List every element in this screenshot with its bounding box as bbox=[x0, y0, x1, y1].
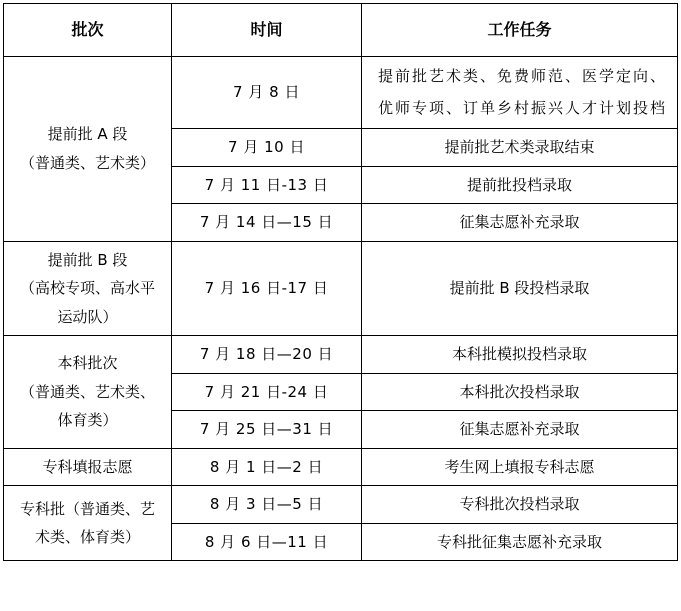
batch-line: 提前批 B 段 bbox=[47, 250, 128, 269]
batch-line: 运动队） bbox=[57, 307, 118, 326]
batch-line: 提前批 A 段 bbox=[47, 125, 128, 144]
task-cell bbox=[362, 336, 678, 374]
task-line: 征集志愿补充录取 bbox=[459, 420, 580, 438]
table-row bbox=[4, 448, 678, 486]
batch-line: （高校专项、高水平 bbox=[19, 279, 155, 297]
task-cell bbox=[362, 57, 678, 129]
batch-line: 体育类） bbox=[57, 411, 118, 429]
table-body bbox=[4, 57, 678, 561]
task-line: 提前批艺术类、免费师范、医学定向、 bbox=[378, 67, 665, 85]
time-cell: 7 月 25 日—31 日 bbox=[172, 411, 362, 449]
batch-line: （普通类、艺术类、 bbox=[19, 382, 155, 401]
task-line: 本科批次投档录取 bbox=[459, 382, 580, 401]
task-cell bbox=[362, 129, 678, 167]
task-cell bbox=[362, 204, 678, 242]
task-line: 专科批征集志愿补充录取 bbox=[436, 532, 602, 551]
batch-cell bbox=[4, 486, 172, 561]
batch-cell bbox=[4, 336, 172, 449]
batch-line: （普通类、艺术类） bbox=[19, 153, 155, 172]
batch-line: 本科批次 bbox=[57, 354, 118, 372]
task-line: 专科批次投档录取 bbox=[459, 495, 580, 513]
task-line: 提前批艺术类录取结束 bbox=[444, 138, 595, 156]
table-header-row bbox=[4, 4, 678, 57]
task-cell bbox=[362, 448, 678, 486]
batch-cell bbox=[4, 57, 172, 242]
batch-cell bbox=[4, 448, 172, 486]
column-header-time: 时间 bbox=[172, 4, 362, 57]
time-cell: 7 月 14 日—15 日 bbox=[172, 204, 362, 242]
batch-cell bbox=[4, 241, 172, 336]
table-header bbox=[4, 4, 678, 57]
table-row bbox=[4, 57, 678, 129]
task-cell bbox=[362, 486, 678, 524]
batch-line: 术类、体育类） bbox=[34, 528, 140, 546]
batch-line: 专科批（普通类、艺 bbox=[19, 499, 155, 518]
task-line: 提前批 B 段投档录取 bbox=[449, 279, 590, 297]
task-line: 优师专项、订单乡村振兴人才计划投档 bbox=[378, 98, 665, 117]
table-row bbox=[4, 336, 678, 374]
time-cell: 7 月 16 日-17 日 bbox=[172, 241, 362, 336]
time-cell: 7 月 21 日-24 日 bbox=[172, 373, 362, 411]
time-cell: 8 月 1 日—2 日 bbox=[172, 448, 362, 486]
time-cell: 7 月 8 日 bbox=[172, 57, 362, 129]
time-cell: 7 月 10 日 bbox=[172, 129, 362, 167]
task-cell bbox=[362, 241, 678, 336]
task-line: 提前批投档录取 bbox=[466, 175, 572, 194]
time-cell: 8 月 3 日—5 日 bbox=[172, 486, 362, 524]
task-line: 本科批模拟投档录取 bbox=[451, 345, 587, 363]
task-cell bbox=[362, 411, 678, 449]
admission-schedule-table bbox=[3, 3, 678, 561]
table-row bbox=[4, 241, 678, 336]
task-cell bbox=[362, 166, 678, 204]
time-cell: 7 月 11 日-13 日 bbox=[172, 166, 362, 204]
task-cell bbox=[362, 373, 678, 411]
column-header-batch: 批次 bbox=[4, 4, 172, 57]
batch-line: 专科填报志愿 bbox=[42, 457, 133, 476]
time-cell: 7 月 18 日—20 日 bbox=[172, 336, 362, 374]
task-line: 考生网上填报专科志愿 bbox=[444, 457, 595, 476]
time-cell: 8 月 6 日—11 日 bbox=[172, 523, 362, 561]
table-row bbox=[4, 486, 678, 524]
task-cell bbox=[362, 523, 678, 561]
column-header-task: 工作任务 bbox=[362, 4, 678, 57]
task-line: 征集志愿补充录取 bbox=[459, 213, 580, 231]
